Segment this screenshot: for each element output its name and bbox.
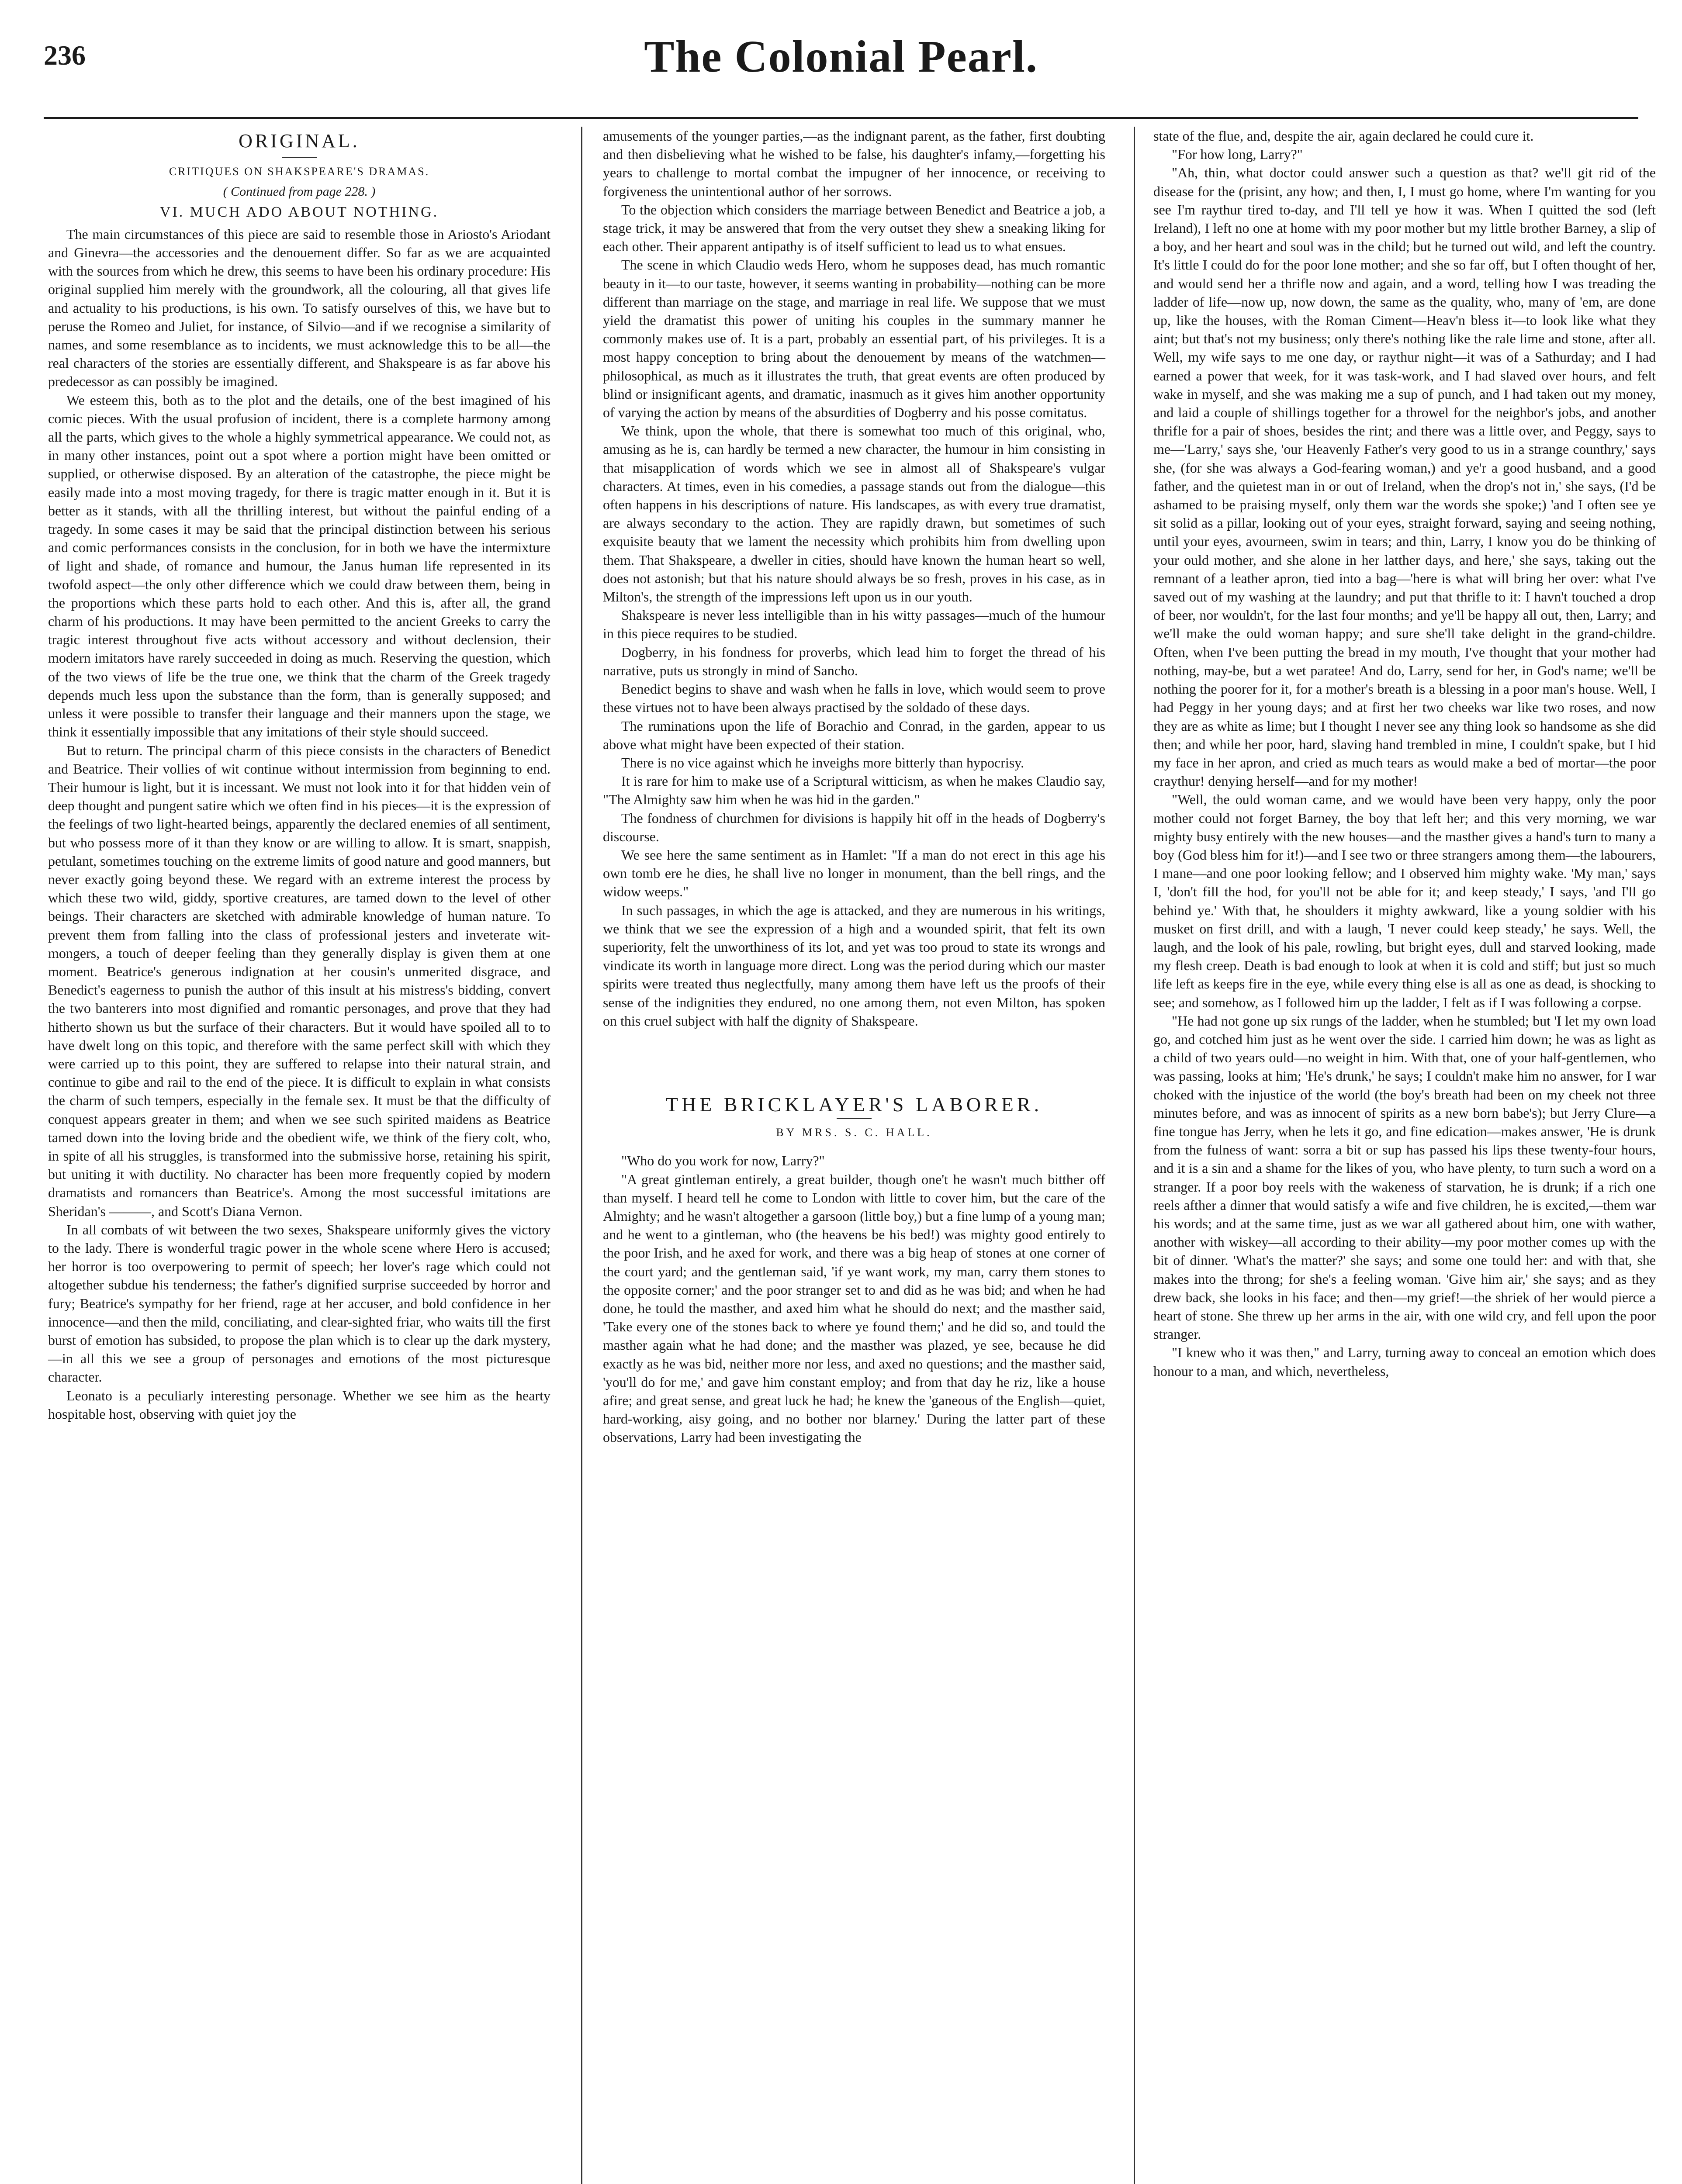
critique-body-2: [603, 127, 1105, 1030]
paragraph: "A great gintleman entirely, a great builder, though one't he wasn't much bitther off than myself. I heard tell he come to London with little to cover him, but the care of the Almighty; and he wasn't altogether a garsoon (little boy,) but a fine lump of a young man; and he went to a gintleman, who (the heavens be his bed!) was mighty good entirely to the poor Irish, and he axed for work, and there was a big heap of stones at one corner of the court yard; and the gentleman said, 'if ye want work, my man, carry them stones to the opposite corner;' and the poor stranger set to and did as he was bid; and when he had done, he tould the masther, and axed him what he should do next; and the masther said, 'Take every one of the stones back to where ye found them;' and he did so, and tould the masther again what he had done; and the masther was plazed, ye see, because he did exactly as he was bid, neither more nor less, and axed no questions; and the masther said, 'you'll do for me,' and gave him constant employ; and from that day he riz, like a house afire; and great sense, and great luck he had; he knew the 'ganeous of the English—quiet, hard-working, aisy going, and no bother nor blarney.' During the latter part of these observations, Larry had been investigating the: [603, 1171, 1105, 1445]
paragraph: "Who do you work for now, Larry?": [621, 1153, 825, 1169]
paragraph: Leonato is a peculiarly interesting personage. Whether we see him as the hearty hospitable host, observing with quiet joy the: [48, 1387, 550, 1422]
column-3: [1153, 127, 1656, 1380]
series-title: CRITIQUES ON SHAKSPEARE'S DRAMAS.: [169, 165, 430, 178]
critique-body-1: [48, 225, 550, 1423]
story-body-1: [603, 1151, 1105, 1446]
paragraph: To the objection which considers the marriage between Benedict and Beatrice a job, a stage trick, it may be answered that from the very outset they shew a sneaking liking for each other. Their apparent antipathy is of itself sufficient to lead us to what ensues.: [603, 201, 1105, 255]
paragraph: It is rare for him to make use of a Scriptural witticism, as when he makes Claudio say, "The Almighty saw him when he was hid in the garden.": [603, 773, 1105, 808]
column-1: [48, 127, 550, 1423]
paragraph: "Well, the ould woman came, and we would have been very happy, only the poor mother could not forget Barney, the boy that left her; and this very morning, we war mighty busy entirely with the new houses—and the masther gives a hand's turn to many a boy (God bless him for it!)—and I see two or three strangers among them—the labourers, I mane—and one poor looking fellow; and I observed him mighty wake. 'My man,' says I, 'don't fill the hod, for you'll not be able for it; and keep steady,' I says, 'and I'll go behind ye.' With that, he shoulders it mighty awkward, like a young soldier with his musket on first drill, and with a laugh, 'I never could keep steady,' he says. Well, the laugh, and the look of his pale, rowling, but bright eyes, dull and starved looking, made my flesh creep. Death is bad enough to look at when it is cold and stiff; but just so much life left as keeps fire in the eye, while every thing else is all as one as dead, is shocking to see; and somehow, as I followed him up the ladder, I felt as if I was following a corpse.: [1153, 791, 1656, 1010]
paragraph: In such passages, in which the age is attacked, and they are numerous in his writings, we think that we see the expression of a high and a wounded spirit, that felt its own superiority, felt the unworthiness of its lot, and yet was too proud to state its wrongs and vindicate its worth in language more direct. Long was the period during which our master spirits were treated thus neglectfully, many among them have left us the proofs of their sense of the indignities they endured, no one among them, not even Milton, has spoken on this cruel subject with half the dignity of Shakspeare.: [603, 902, 1105, 1029]
paragraph: In all combats of wit between the two sexes, Shakspeare uniformly gives the victory to the lady. There is wonderful tragic power in the whole scene where Hero is accused; her horror is too overpowering to permit of speech; her lover's rage which could not altogether subdue his tenderness; the father's dignified surprise succeeded by horror and fury; Beatrice's sympathy for her friend, rage at her accuser, and bold confidence in her innocence—and then the mild, conciliating, and clear-sighted friar, who waits till the first burst of emotion has subsided, to propose the plan which is to clear up the dark mystery,—in all this we see a group of personages and emotions of the most picturesque character.: [48, 1221, 550, 1385]
paragraph: "I knew who it was then," and Larry, turning away to conceal an emotion which does honour to a man, and which, nevertheless,: [1153, 1344, 1656, 1379]
title-rule: [837, 1118, 872, 1119]
story-author: BY MRS. S. C. HALL.: [776, 1126, 932, 1139]
paragraph: The ruminations upon the life of Borachio and Conrad, in the garden, appear to us above what might have been expected of their station.: [603, 718, 1105, 752]
story-title: THE BRICKLAYER'S LABORER.: [665, 1093, 1043, 1116]
column-divider: [581, 127, 582, 2184]
paragraph: The fondness of churchmen for divisions is happily hit off in the heads of Dogberry's discourse.: [603, 810, 1105, 844]
continued-note: ( Continued from page 228. ): [223, 184, 376, 199]
paragraph: state of the flue, and, despite the air, again declared he could cure it.: [1153, 128, 1534, 144]
story-body-2: [1153, 127, 1656, 1380]
paragraph: amusements of the younger parties,—as the indignant parent, as the father, first doubting and then disbelieving what he wished to be false, his daughter's infamy,—forgetting his years to challenge to mortal combat the impugner of her innocence, or receiving to forgiveness the unintentional author of her sorrows.: [603, 128, 1105, 199]
paragraph: The scene in which Claudio weds Hero, whom he supposes dead, has much romantic beauty in it—to our taste, however, it seems wanting in probability—nothing can be more different than marriage on the stage, and marriage in real life. We suppose that we must yield the dramatist this power of uniting his couples in the summary manner he commonly makes use of. It is a part, probably an essential part, of his privileges. It is a most happy conception to bring about the denouement by means of the watchmen—philosophical, as much as it illustrates the truth, that great events are often produced by blind or insignificant agents, and dramatic, inasmuch as it gives him another opportunity of varying the action by means of the absurdities of Dogberry and his posse comitatus.: [603, 257, 1105, 421]
title-rule: [282, 157, 317, 158]
section-title: ORIGINAL.: [239, 130, 360, 152]
page-header: [44, 31, 1638, 96]
paragraph: "Ah, thin, what doctor could answer such a question as that? we'll git rid of the disease for the (prisint, any how; and then, I, I must go home, where I'm wanting for you see I'm raythur tired to-day, and I'll tell ye how it was. When I quitted the sod (left Ireland), I left no one at home with my poor mother but my little brother Barney, a slip of a boy, and her heart and soul was in the child; but he turned out wild, and left the country. It's little I could do for the poor lone mother; and she so far off, but I often thought of her, and would send her a thrifle now and again, and a word, telling how I was treading the ladder of life—now up, now down, the same as the quality, who, many of 'em, are done up, like the houses, with the Roman Ciment—Heav'n bless it—to look like what they aint; but that's not my business; only there's nothing like the rale lime and stone, after all. Well, my wife says to me one day, or raythur night—it was of a Sathurday; and I had earned a power that week, for it was task-work, and I had slaved over hours, and felt wake in myself, and she was making me a sup of punch, and I had taken out my money, and laid a couple of shillings together for a throwel for the neighbor's jobs, and another thrifle for a pair of shoes, besides the rint; and there was a little over, and Peggy, says to me—'Larry,' says she, 'our Heavenly Father's very good to us in a strange counthry,' says she, (for she was always a God-fearing woman,) and ye'r a good husband, and a good father, and the quietest man in or out of Ireland, when the drop's not in,' she says, (I'd be ashamed to be praising myself, only them war the words she spoke;) 'and I often see ye sit solid as a pillar, looking out of your eyes, straight forward, saying and seeing nothing, until your eyes, avourneen, swim in tears; and thin, Larry, I know you do be thinking of your ould mother, and she alone in her latther days, and here,' she says, taking out the remnant of a leather apron, tied into a bag—'here is what will bring her over: what I've saved out of my washing at the laundry; and put that thrifle to it: I havn't touched a drop of beer, nor wouldn't, for the last four months; and ye'll be happy all out, then, Larry; and we'll make the ould woman happy; and sure she'll take delight in the grand-childre. Often, when I've been putting the bread in my mouth, I've thought that your mother had nothing, may-be, but a wet paratee! And do, Larry, send for her, in God's name; we'll be nothing the poorer for it, for a mother's breath is a blessing in a poor man's house. Well, I had Peggy in her young days; and at first her two cheeks war like two roses, and now they are as white as lime; but I thought I never see any thing look so handsome as she did then; and while her poor, hard, slaving hand trembled in mine, I couldn't spake, but I hid my face in her apron, and cried as much tears as would make a bed of mortar—the poor craythur! denying herself—and for my mother!: [1153, 165, 1656, 789]
article-heading: VI. MUCH ADO ABOUT NOTHING.: [159, 204, 439, 220]
column-2: [603, 127, 1105, 1447]
masthead-title: The Colonial Pearl.: [644, 31, 1038, 82]
paragraph: We think, upon the whole, that there is somewhat too much of this original, who, amusing as he is, can hardly be termed a new character, the humour in him consisting in that misapplication of words which we see in almost all of Shakspeare's vulgar characters. At times, even in his comedies, a passage stands out from the dialogue—this often happens in his descriptions of nature. His landscapes, as with every true dramatist, are always secondary to the action. They are rapidly drawn, but sometimes of such exquisite beauty that we lament the necessity which prohibits him from dwelling upon them. That Shakspeare, a dweller in cities, should have known the human heart so well, does not astonish; but that his nature should always be so fresh, proves in his case, as in Milton's, the strength of the impressions left upon us in our youth.: [603, 423, 1105, 605]
paragraph: The main circumstances of this piece are said to resemble those in Ariosto's Ariodant and Ginevra—the accessories and the denouement differ. So far as we are acquainted with the sources from which he drew, this seems to have been his ordinary procedure: His original supplied him merely with the groundwork, all the colouring, all that gives life and actuality to his productions, is his own. To satisfy ourselves of this, we have but to peruse the Romeo and Juliet, for instance, of Silvio—and if we recognise a similarity of names, and some resemblance as to incidents, we must acknowledge this to be all—the real characters of the stories are essentially different, and Shakspeare is as far above his predecessor as can possibly be imagined.: [48, 226, 550, 390]
paragraph: "For how long, Larry?": [1172, 146, 1303, 162]
paragraph: "He had not gone up six rungs of the ladder, when he stumbled; but 'I let my own load go, and cotched him just as he went over the side. I carried him down; he was as light as a child of two years ould—no weight in him. With that, one of your half-gentlemen, who was passing, looks at him; 'He's drunk,' he says; I couldn't make him no answer, for I war choked with the injustice of the world (the boy's breath had been on my cheek not three minutes before, and was as innocent of spirits as a new born babe's); but Jerry Clure—a fine tongue has Jerry, when he lets it go, and fine edication—makes answer, 'He is drunk from the fulness of want: sorra a bit or sup has passed his lips these twenty-four hours, and it is a sin and a shame for the likes of you, who have plenty, to turn such a word on a stranger. If a poor boy reels with the wakeness of starvation, he is drunk; if a rich one reels afther a dinner that would satisfy a wife and five children, he is excited,—them war his words; and at the same time, just as we war all gathered about him, one with wather, another with wiskey—all according to their ability—my poor mother comes up with the bit of dinner. 'What's the matter?' she says; and some one tould her: and with that, she makes into the throng; for she's a feeling woman. 'Give him air,' she says; and as they drew back, she looks in his face; and then—my grief!—the shriek of her would pierce a heart of stone. She threw up her arms in the air, with one wild cry, and fell upon the poor stranger.: [1153, 1013, 1656, 1342]
paragraph: Benedict begins to shave and wash when he falls in love, which would seem to prove these virtues not to have been always practised by the soldado of these days.: [603, 681, 1105, 715]
paragraph: Dogberry, in his fondness for proverbs, which lead him to forget the thread of his narrative, puts us strongly in mind of Sancho.: [603, 644, 1105, 678]
paragraph: We see here the same sentiment as in Hamlet: "If a man do not erect in this age his own tomb ere he dies, he shall live no longer in monument, than the bell rings, and the widow weeps.": [603, 847, 1105, 900]
paragraph: But to return. The principal charm of this piece consists in the characters of Benedict and Beatrice. Their vollies of wit continue without intermission from beginning to end. Their humour is light, but it is incessant. We must not look into it for that hidden vein of deep thought and pungent satire which we often find in his pieces—it is the expression of the feelings of two light-hearted beings, apparently the declared enemies of all sentiment, but who possess more of it than they know or are willing to allow. It is smart, snappish, petulant, sometimes touching on the extreme limits of good nature and good manners, but never exactly going beyond these. We regard with an extreme interest the process by which these two wild, giddy, sportive creatures, are tamed down to the level of other beings. Their characters are sketched with admirable knowledge of human nature. To prevent them from falling into the class of professional jesters and inveterate wit-mongers, a touch of deeper feeling than they generally display is given them at one moment. Beatrice's generous indignation at her cousin's unmerited disgrace, and Benedict's eagerness to punish the author of this insult at his mistress's bidding, convert the two banterers into most dignified and romantic personages, and prove that they had hitherto shown us but the surface of their characters. But it would have spoiled all to to have dwelt long on this topic, and therefore with the same perfect skill with which they were carried up to this point, they are suffered to relapse into their natural strain, and continue to gibe and rail to the end of the piece. It is difficult to explain in what consists the charm of such tempers, especially in the female sex. It must be that the difficulty of conquest appears greater in them; and when we see such spirited maidens as Beatrice tamed down into the loving bride and the obedient wife, we think of the fiery colt, who, in spite of all his struggles, is transformed into the submissive horse, retaining his spirit, but uniting it with ductility. No character has been more frequently copied by modern dramatists and romancers than Beatrice's. Among the most successful imitations are Sheridan's ———, and Scott's Diana Vernon.: [48, 742, 550, 1219]
header-rule: [44, 117, 1638, 119]
paragraph: We esteem this, both as to the plot and the details, one of the best imagined of his comic pieces. With the usual profusion of incident, there is a complete harmony among all the parts, which gives to the whole a highly symmetrical appearance. We could not, as in many other instances, point out a spot where a portion might have been omitted or supplied, or otherwise disposed. By an alteration of the catastrophe, the piece might be easily made into a most moving tragedy, for there is tragic matter enough in it. But it is better as it stands, with all the thrilling interest, but without the painful ending of a tragedy. In some cases it may be said that the principal distinction between his serious and comic performances consists in the conclusion, for in both we have the intermixture of light and shade, of romance and humour, the Janus human life represented in its twofold aspect—the only other difference which we could draw between them, being in the proportions which these parts hold to each other. And this is, after all, the grand charm of his productions. It may have been permitted to the ancient Greeks to carry the tragic interest throughout five acts without accessory and without declension, their modern imitators have rarely succeeded in doing as much. Reserving the question, which of the two views of life be the true one, we think that the charm of the Greek tragedy depends much less upon the substance than the form, than is generally supposed; and unless it were possible to transfer their language and their manners upon the stage, we think it essentially impossible that any imitations of their style should succeed.: [48, 392, 550, 740]
page-number: 236: [44, 40, 86, 71]
column-divider: [1134, 127, 1135, 2184]
paragraph: Shakspeare is never less intelligible than in his witty passages—much of the humour in this piece requires to be studied.: [603, 607, 1105, 642]
paragraph: There is no vice against which he inveighs more bitterly than hypocrisy.: [621, 754, 1024, 771]
